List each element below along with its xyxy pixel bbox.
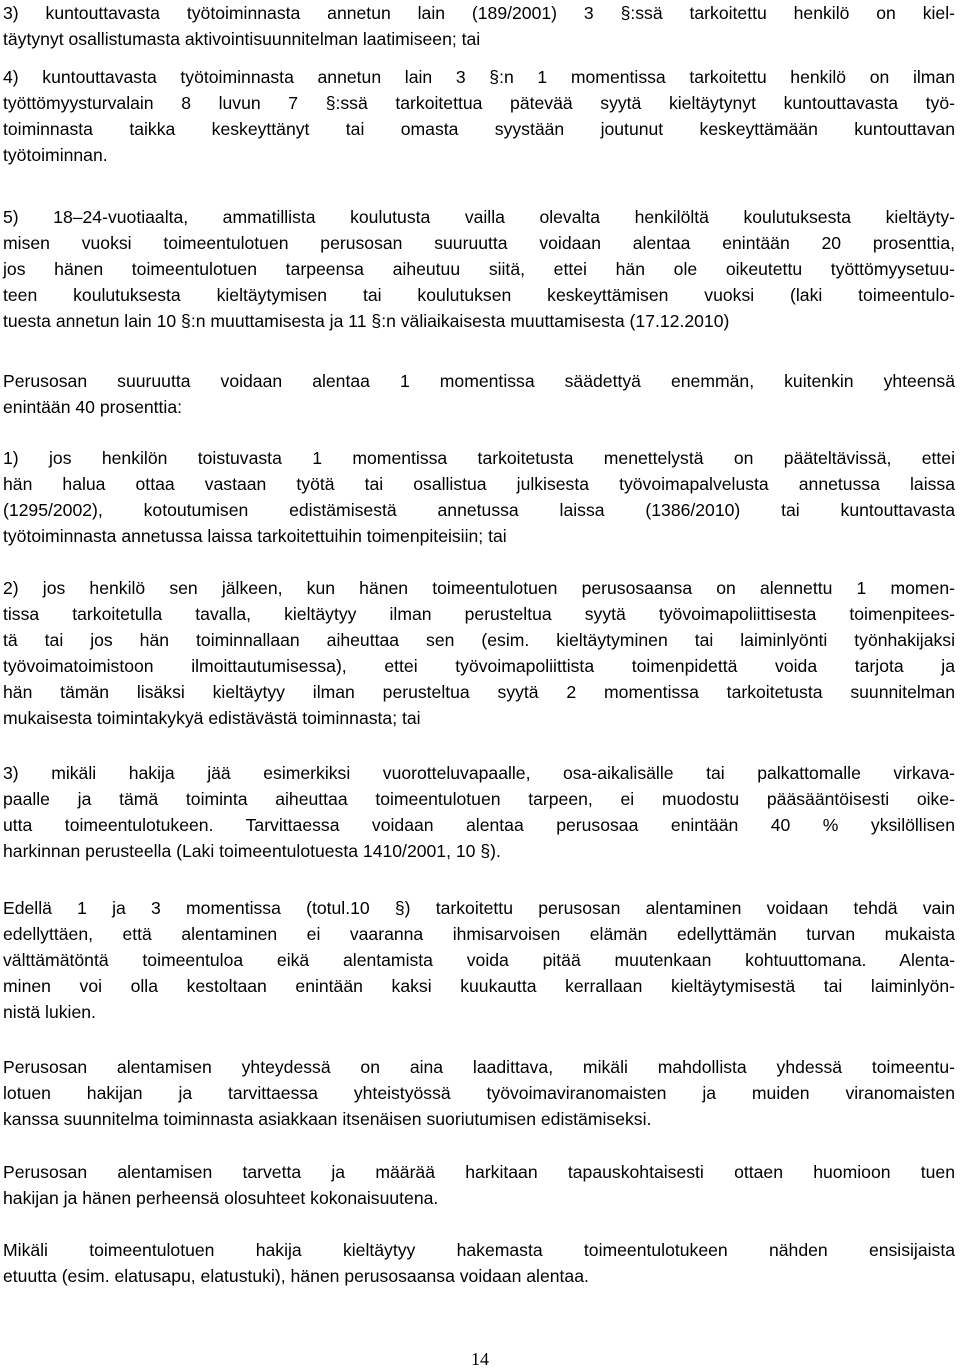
paragraph-tarve	[3, 1159, 955, 1211]
text-line: toiminnasta taikka keskeyttänyt tai omasta syystään joutunut keskeyttämään kuntouttavan	[3, 119, 955, 140]
text-line: (1295/2002), kotoutumisen edistämisestä annetussa laissa (1386/2010) tai kuntouttavasta	[3, 500, 955, 521]
text-line: misen vuoksi toimeentulotuen perusosan suuruutta voidaan alentaa enintään 20 prosenttia,	[3, 233, 955, 254]
text-line: työtoiminnan.	[3, 145, 108, 166]
text-line: jos hänen toimeentulotuen tarpeensa aiheutuu siitä, ettei hän ole oikeutettu työttömyysetuu-	[3, 259, 955, 280]
text-line: Perusosan alentamisen tarvetta ja määrää harkitaan tapauskohtaisesti ottaen huomioon tuen	[3, 1162, 955, 1182]
text-line: teen koulutuksesta kieltäytymisen tai koulutuksen keskeyttämisen vuoksi (laki toimeentulo-	[3, 285, 955, 306]
text-line: paalle ja tämä toiminta aiheuttaa toimeentulotuen tarpeen, ei muodostu pääsääntöisesti oike-	[3, 789, 955, 810]
paragraph-intro-40	[3, 368, 955, 420]
text-line: 3) mikäli hakija jää esimerkiksi vuorotteluvapaalle, osa-aikalisälle tai palkattomalle virkava-	[3, 763, 955, 783]
text-line: työtoiminnasta annetussa laissa tarkoitettuihin toimenpiteisiin; tai	[3, 526, 507, 547]
text-line: 4) kuntouttavasta työtoiminnasta annetun lain 3 §:n 1 momentissa tarkoitettu henkilö on ilman	[3, 67, 955, 87]
paragraph-edella	[3, 895, 955, 1025]
text-line: utta toimeentulotukeen. Tarvittaessa voidaan alentaa perusosaa enintään 40 % yksilöllisen	[3, 815, 955, 836]
text-line: Edellä 1 ja 3 momentissa (totul.10 §) tarkoitettu perusosan alentaminen voidaan tehdä vain	[3, 898, 955, 918]
text-line: 3) kuntouttavasta työtoiminnasta annetun lain (189/2001) 3 §:ssä tarkoitettu henkilö on kiel-	[3, 3, 955, 23]
text-line: hän tämän lisäksi kieltäytyy ilman perusteltua syytä 2 momentissa tarkoitetusta suunnitelman	[3, 682, 955, 703]
paragraph-item-3	[3, 0, 955, 52]
text-line: täytynyt osallistumasta aktivointisuunnitelman laatimiseen; tai	[3, 29, 481, 50]
text-line: kanssa suunnitelma toiminnasta asiakkaan itsenäisen suoriutumisen edistämiseksi.	[3, 1109, 652, 1130]
text-line: tuesta annetun lain 10 §:n muuttamisesta ja 11 §:n väliaikaisesta muuttamisesta (17.12.2010)	[3, 311, 730, 332]
text-line: tissa tarkoitetulla tavalla, kieltäytyy ilman perusteltua syytä työvoimapoliittisesta toimenpitees-	[3, 604, 955, 625]
text-line: edellyttäen, että alentaminen ei vaaranna ihmisarvoisen elämän edellyttämän turvan mukaista	[3, 924, 955, 945]
text-line: hakijan ja hänen perheensä olosuhteet kokonaisuutena.	[3, 1188, 439, 1209]
text-line: enintään 40 prosenttia:	[3, 397, 183, 418]
text-line: 1) jos henkilön toistuvasta 1 momentissa tarkoitetusta menettelystä on pääteltävissä, ettei	[3, 448, 955, 468]
text-line: Perusosan suuruutta voidaan alentaa 1 momentissa säädettyä enemmän, kuitenkin yhteensä	[3, 371, 955, 391]
text-line: hän halua ottaa vastaan työtä tai osallistua julkisesta työvoimapalvelusta annetussa laissa	[3, 474, 955, 495]
text-line: mukaisesta toimintakykyä edistävästä toiminnasta; tai	[3, 708, 421, 729]
text-line: nistä lukien.	[3, 1002, 96, 1023]
page-number: 14	[471, 1349, 489, 1369]
paragraph-sub-2	[3, 575, 955, 732]
text-line: 2) jos henkilö sen jälkeen, kun hänen toimeentulotuen perusosaansa on alennettu 1 momen-	[3, 578, 955, 598]
paragraph-suunnitelma	[3, 1054, 955, 1132]
text-line: Mikäli toimeentulotuen hakija kieltäytyy hakemasta toimeentulotukeen nähden ensisijaista	[3, 1240, 955, 1260]
text-line: työttömyysturvalain 8 luvun 7 §:ssä tarkoitettua pätevää syytä kieltäytynyt kuntouttavasta työ-	[3, 93, 955, 114]
text-line: 5) 18–24-vuotiaalta, ammatillista koulutusta vailla olevalta henkilöltä koulutuksesta kieltäyty-	[3, 207, 955, 227]
text-line: työvoimatoimistoon ilmoittautumisessa), ettei työvoimapoliittista toimenpidettä voida tarjota ja	[3, 656, 955, 677]
text-line: tä tai jos hän toiminnallaan aiheuttaa sen (esim. kieltäytyminen tai laiminlyönti työnhakijaksi	[3, 630, 955, 651]
text-line: Perusosan alentamisen yhteydessä on aina laadittava, mikäli mahdollista yhdessä toimeentu-	[3, 1057, 955, 1077]
paragraph-ensisijaiset	[3, 1237, 955, 1289]
text-line: minen voi olla kestoltaan enintään kaksi kuukautta kerrallaan kieltäytymisestä tai laiminlyön-	[3, 976, 955, 997]
paragraph-item-5	[3, 204, 955, 334]
text-line: lotuen hakijan ja tarvittaessa yhteistyössä työvoimaviranomaisten ja muiden viranomaisten	[3, 1083, 955, 1104]
paragraph-item-4	[3, 64, 955, 168]
text-line: välttämätöntä toimeentuloa eikä alentamista voida pitää muutenkaan kohtuuttomana. Alenta-	[3, 950, 955, 971]
text-line: harkinnan perusteella (Laki toimeentulotuesta 1410/2001, 10 §).	[3, 841, 501, 862]
paragraph-sub-3	[3, 760, 955, 864]
text-line: etuutta (esim. elatusapu, elatustuki), hänen perusosaansa voidaan alentaa.	[3, 1266, 589, 1287]
paragraph-sub-1	[3, 445, 955, 549]
